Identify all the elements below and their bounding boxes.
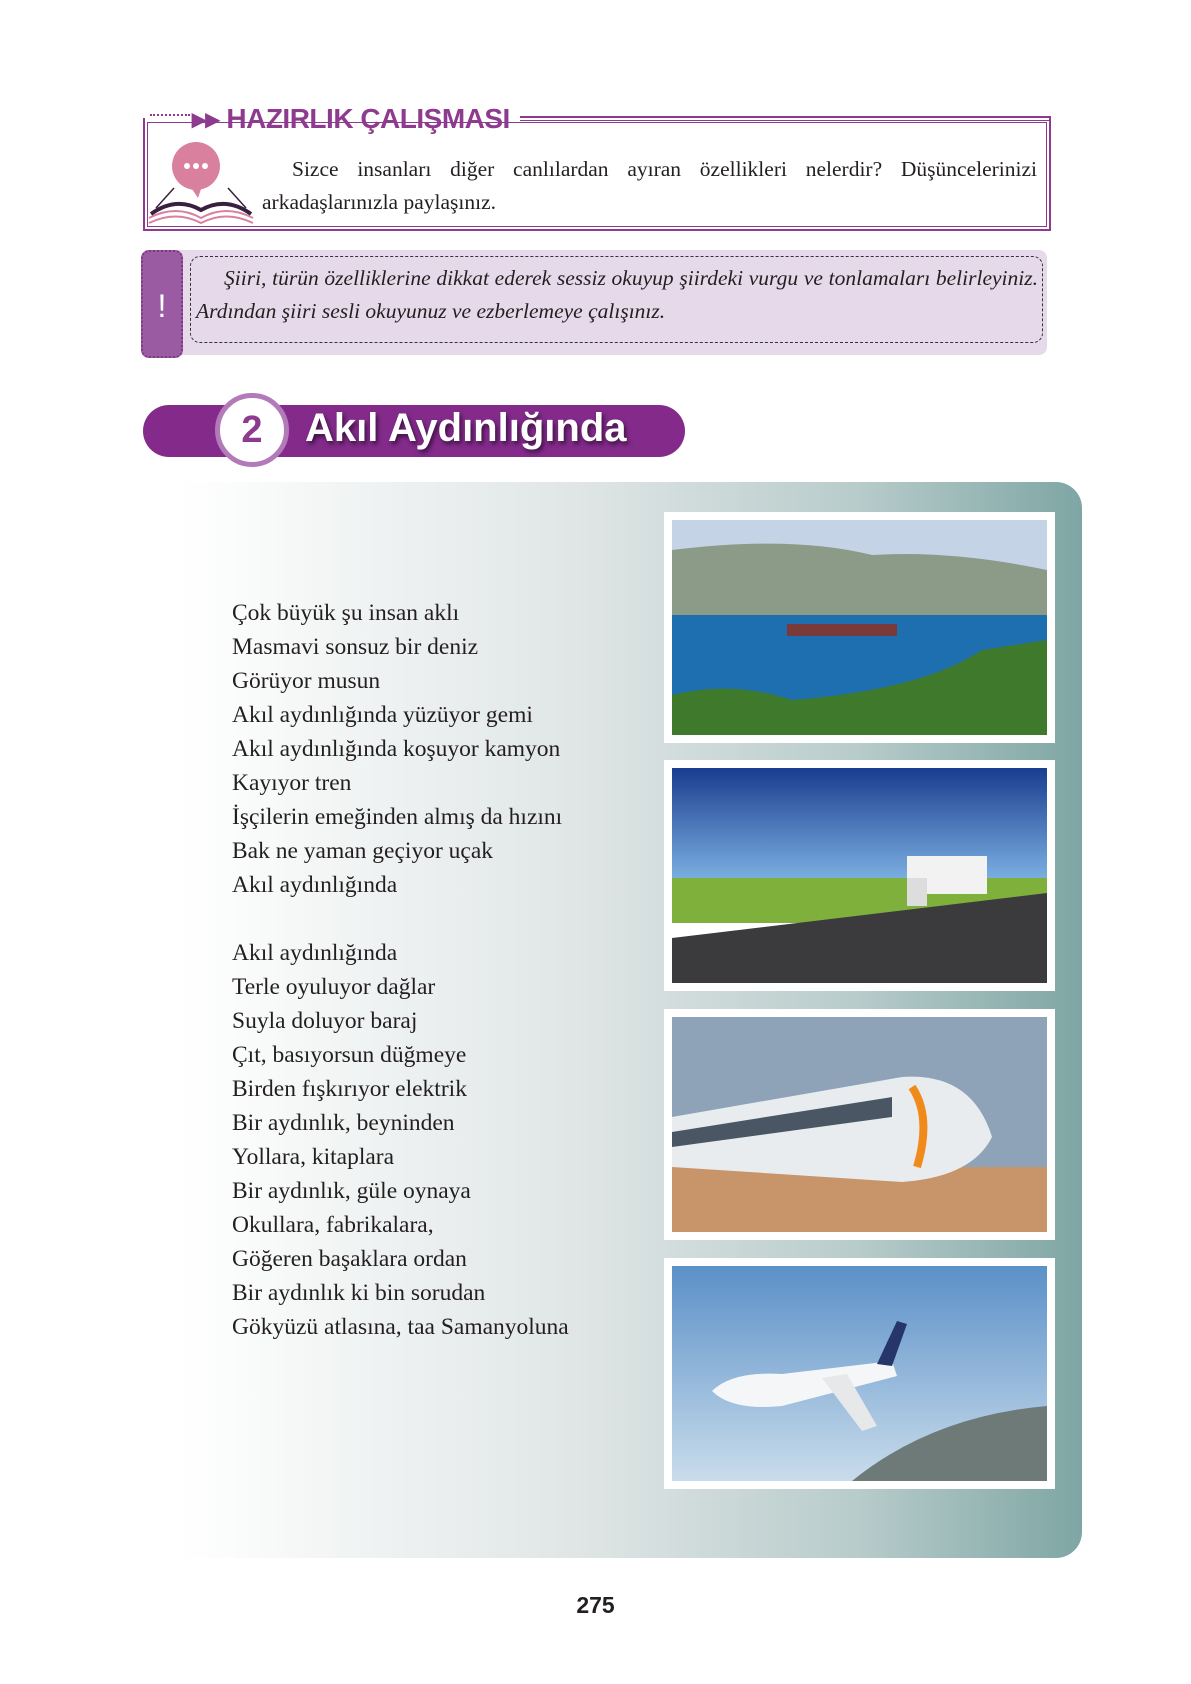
stanza-1 xyxy=(232,596,569,902)
photo-truck-road xyxy=(664,760,1055,991)
stanza-2 xyxy=(232,936,569,1344)
note-text: Şiiri, türün özelliklerine dikkat ederek sessiz okuyup şiirdeki vurgu ve tonlamaları belirleyiniz. Ardından şiiri sesli okuyunuz ve ezberlemeye çalışınız. xyxy=(196,266,1038,323)
poem-line: Görüyor musun xyxy=(232,668,381,694)
poem-line: Yollara, kitaplara xyxy=(232,1144,395,1170)
section-number: 2 xyxy=(215,393,289,467)
preparation-title-text: HAZIRLIK ÇALIŞMASI xyxy=(226,103,510,134)
page-number: 275 xyxy=(576,1592,615,1618)
poem-line: Kayıyor tren xyxy=(232,770,352,796)
poem-line: İşçilerin emeğinden almış da hızını xyxy=(232,804,563,830)
title-rule xyxy=(520,116,1051,121)
poem-line: Bir aydınlık, beyninden xyxy=(232,1110,455,1136)
photo-high-speed-train xyxy=(664,1009,1055,1240)
poem-line: Okullara, fabrikalara, xyxy=(232,1212,434,1238)
poem-line: Çok büyük şu insan aklı xyxy=(232,600,460,626)
poem-line: Çıt, basıyorsun düğmeye xyxy=(232,1042,467,1068)
section-title: Akıl Aydınlığında xyxy=(305,406,627,450)
photo-airplane xyxy=(664,1258,1055,1489)
stanza-gap xyxy=(232,902,569,936)
poem-line: Gökyüzü atlasına, taa Samanyoluna xyxy=(232,1314,569,1340)
title-dots xyxy=(150,114,190,116)
poem-line: Birden fışkırıyor elektrik xyxy=(232,1076,467,1102)
poem xyxy=(232,596,569,1344)
speech-book-icon xyxy=(146,138,256,231)
poem-line: Suyla doluyor baraj xyxy=(232,1008,418,1034)
preparation-text: Sizce insanları diğer canlılardan ayıran özellikleri nelerdir? Düşüncelerinizi arkadaşlarınızla paylaşınız. xyxy=(262,157,1037,214)
poem-line: Akıl aydınlığında yüzüyor gemi xyxy=(232,702,533,728)
poem-line: Terle oyuluyor dağlar xyxy=(232,974,436,1000)
poem-line: Akıl aydınlığında xyxy=(232,872,398,898)
poem-line: Göğeren başaklara ordan xyxy=(232,1246,467,1272)
poem-line: Bak ne yaman geçiyor uçak xyxy=(232,838,494,864)
poem-line: Akıl aydınlığında xyxy=(232,940,398,966)
poem-line: Bir aydınlık, güle oynaya xyxy=(232,1178,471,1204)
photo-bosphorus-ship xyxy=(664,512,1055,743)
preparation-title xyxy=(192,102,510,135)
poem-line: Bir aydınlık ki bin sorudan xyxy=(232,1280,486,1306)
double-arrow-icon: ▸▸ xyxy=(192,103,220,134)
poem-line: Masmavi sonsuz bir deniz xyxy=(232,634,479,660)
exclamation-icon: ! xyxy=(141,250,183,358)
poem-line: Akıl aydınlığında koşuyor kamyon xyxy=(232,736,561,762)
